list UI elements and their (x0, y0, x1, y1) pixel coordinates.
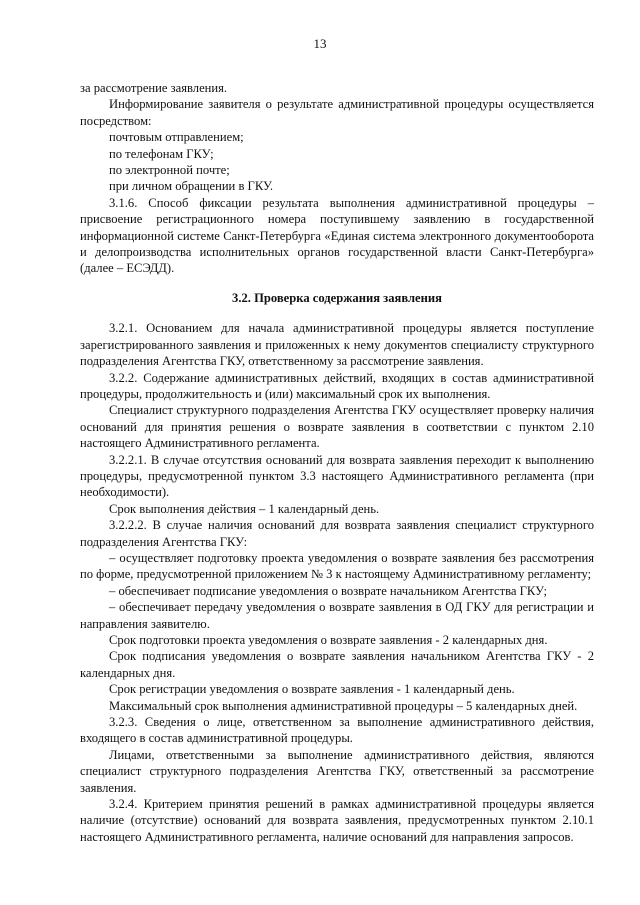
paragraph: Срок подготовки проекта уведомления о возврате заявления - 2 календарных дня. (109, 633, 548, 647)
page-content (80, 80, 594, 845)
paragraph: Срок подписания уведомления о возврате заявления начальником Агентства ГКУ - 2 календарных дня. (80, 649, 594, 680)
paragraph: Информирование заявителя о результате административной процедуры осуществляется посредством: (80, 97, 594, 128)
list-item: по телефонам ГКУ; (109, 146, 214, 161)
paragraph: Срок выполнения действия – 1 календарный день. (109, 501, 380, 516)
list-item: по электронной почте; (109, 163, 230, 178)
paragraph: за рассмотрение заявления. (80, 81, 228, 95)
paragraph: 3.2.1. Основанием для начала административной процедуры является поступление зарегистрированного заявления и приложенных к нему документов специалисту структурного подразделения Агентства ГКУ, ответственному за рассмотрение заявления. (80, 321, 594, 369)
paragraph: 3.2.2.1. В случае отсутствия оснований для возврата заявления переходит к выполнению процедуры, предусмотренной пунктом 3.3 настоящего Административного регламента (при необходимости). (80, 452, 594, 500)
list-item: почтовым отправлением; (109, 130, 244, 145)
paragraph: Срок регистрации уведомления о возврате заявления - 1 календарный день. (109, 682, 515, 697)
paragraph: 3.2.4. Критерием принятия решений в рамках административной процедуры является наличие (отсутствие) оснований для возврата заявления, предусмотренных пунктом 2.10.1 настоящего Административного регламента, наличие оснований для направления запросов. (80, 797, 594, 844)
paragraph: 3.2.2.2. В случае наличия оснований для возврата заявления специалист структурного подразделения Агентства ГКУ: (80, 518, 594, 549)
list-item: – обеспечивает подписание уведомления о возврате начальником Агентства ГКУ; (109, 583, 548, 598)
paragraph: Специалист структурного подразделения Агентства ГКУ осуществляет проверку наличия оснований для принятия решения о возврате заявления в соответствии с пунктом 2.10 настоящего Административного регламента. (80, 403, 594, 451)
paragraph: 3.2.2. Содержание административных действий, входящих в состав административной процедуры, продолжительность и (или) максимальный срок их выполнения. (80, 370, 594, 401)
paragraph: 3.2.3. Сведения о лице, ответственном за выполнение административного действия, входящего в состав административной процедуры. (80, 715, 594, 746)
paragraph: 3.1.6. Способ фиксации результата выполнения административной процедуры – присвоение регистрационного номера поступившему заявлению в государственной информационной системе Санкт-Петербурга «Единая система электронного документооборота и делопроизводства исполнительных органов государственной власти Санкт-Петербурга» (далее – ЕСЭДД). (80, 195, 594, 276)
list-item: – осуществляет подготовку проекта уведомления о возврате заявления без рассмотрения по форме, предусмотренной приложением № 3 к настоящему Административному регламенту; (80, 550, 594, 582)
list-item: – обеспечивает передачу уведомления о возврате заявления в ОД ГКУ для регистрации и направления заявителю. (80, 600, 594, 631)
paragraph: Максимальный срок выполнения административной процедуры – 5 календарных дней. (109, 698, 578, 713)
section-heading: 3.2. Проверка содержания заявления (232, 290, 442, 305)
list-item: при личном обращении в ГКУ. (109, 179, 273, 194)
page-number: 13 (313, 36, 327, 51)
paragraph: Лицами, ответственными за выполнение административного действия, являются специалист структурного подразделения Агентства ГКУ, ответственный за рассмотрение заявления. (80, 747, 594, 795)
